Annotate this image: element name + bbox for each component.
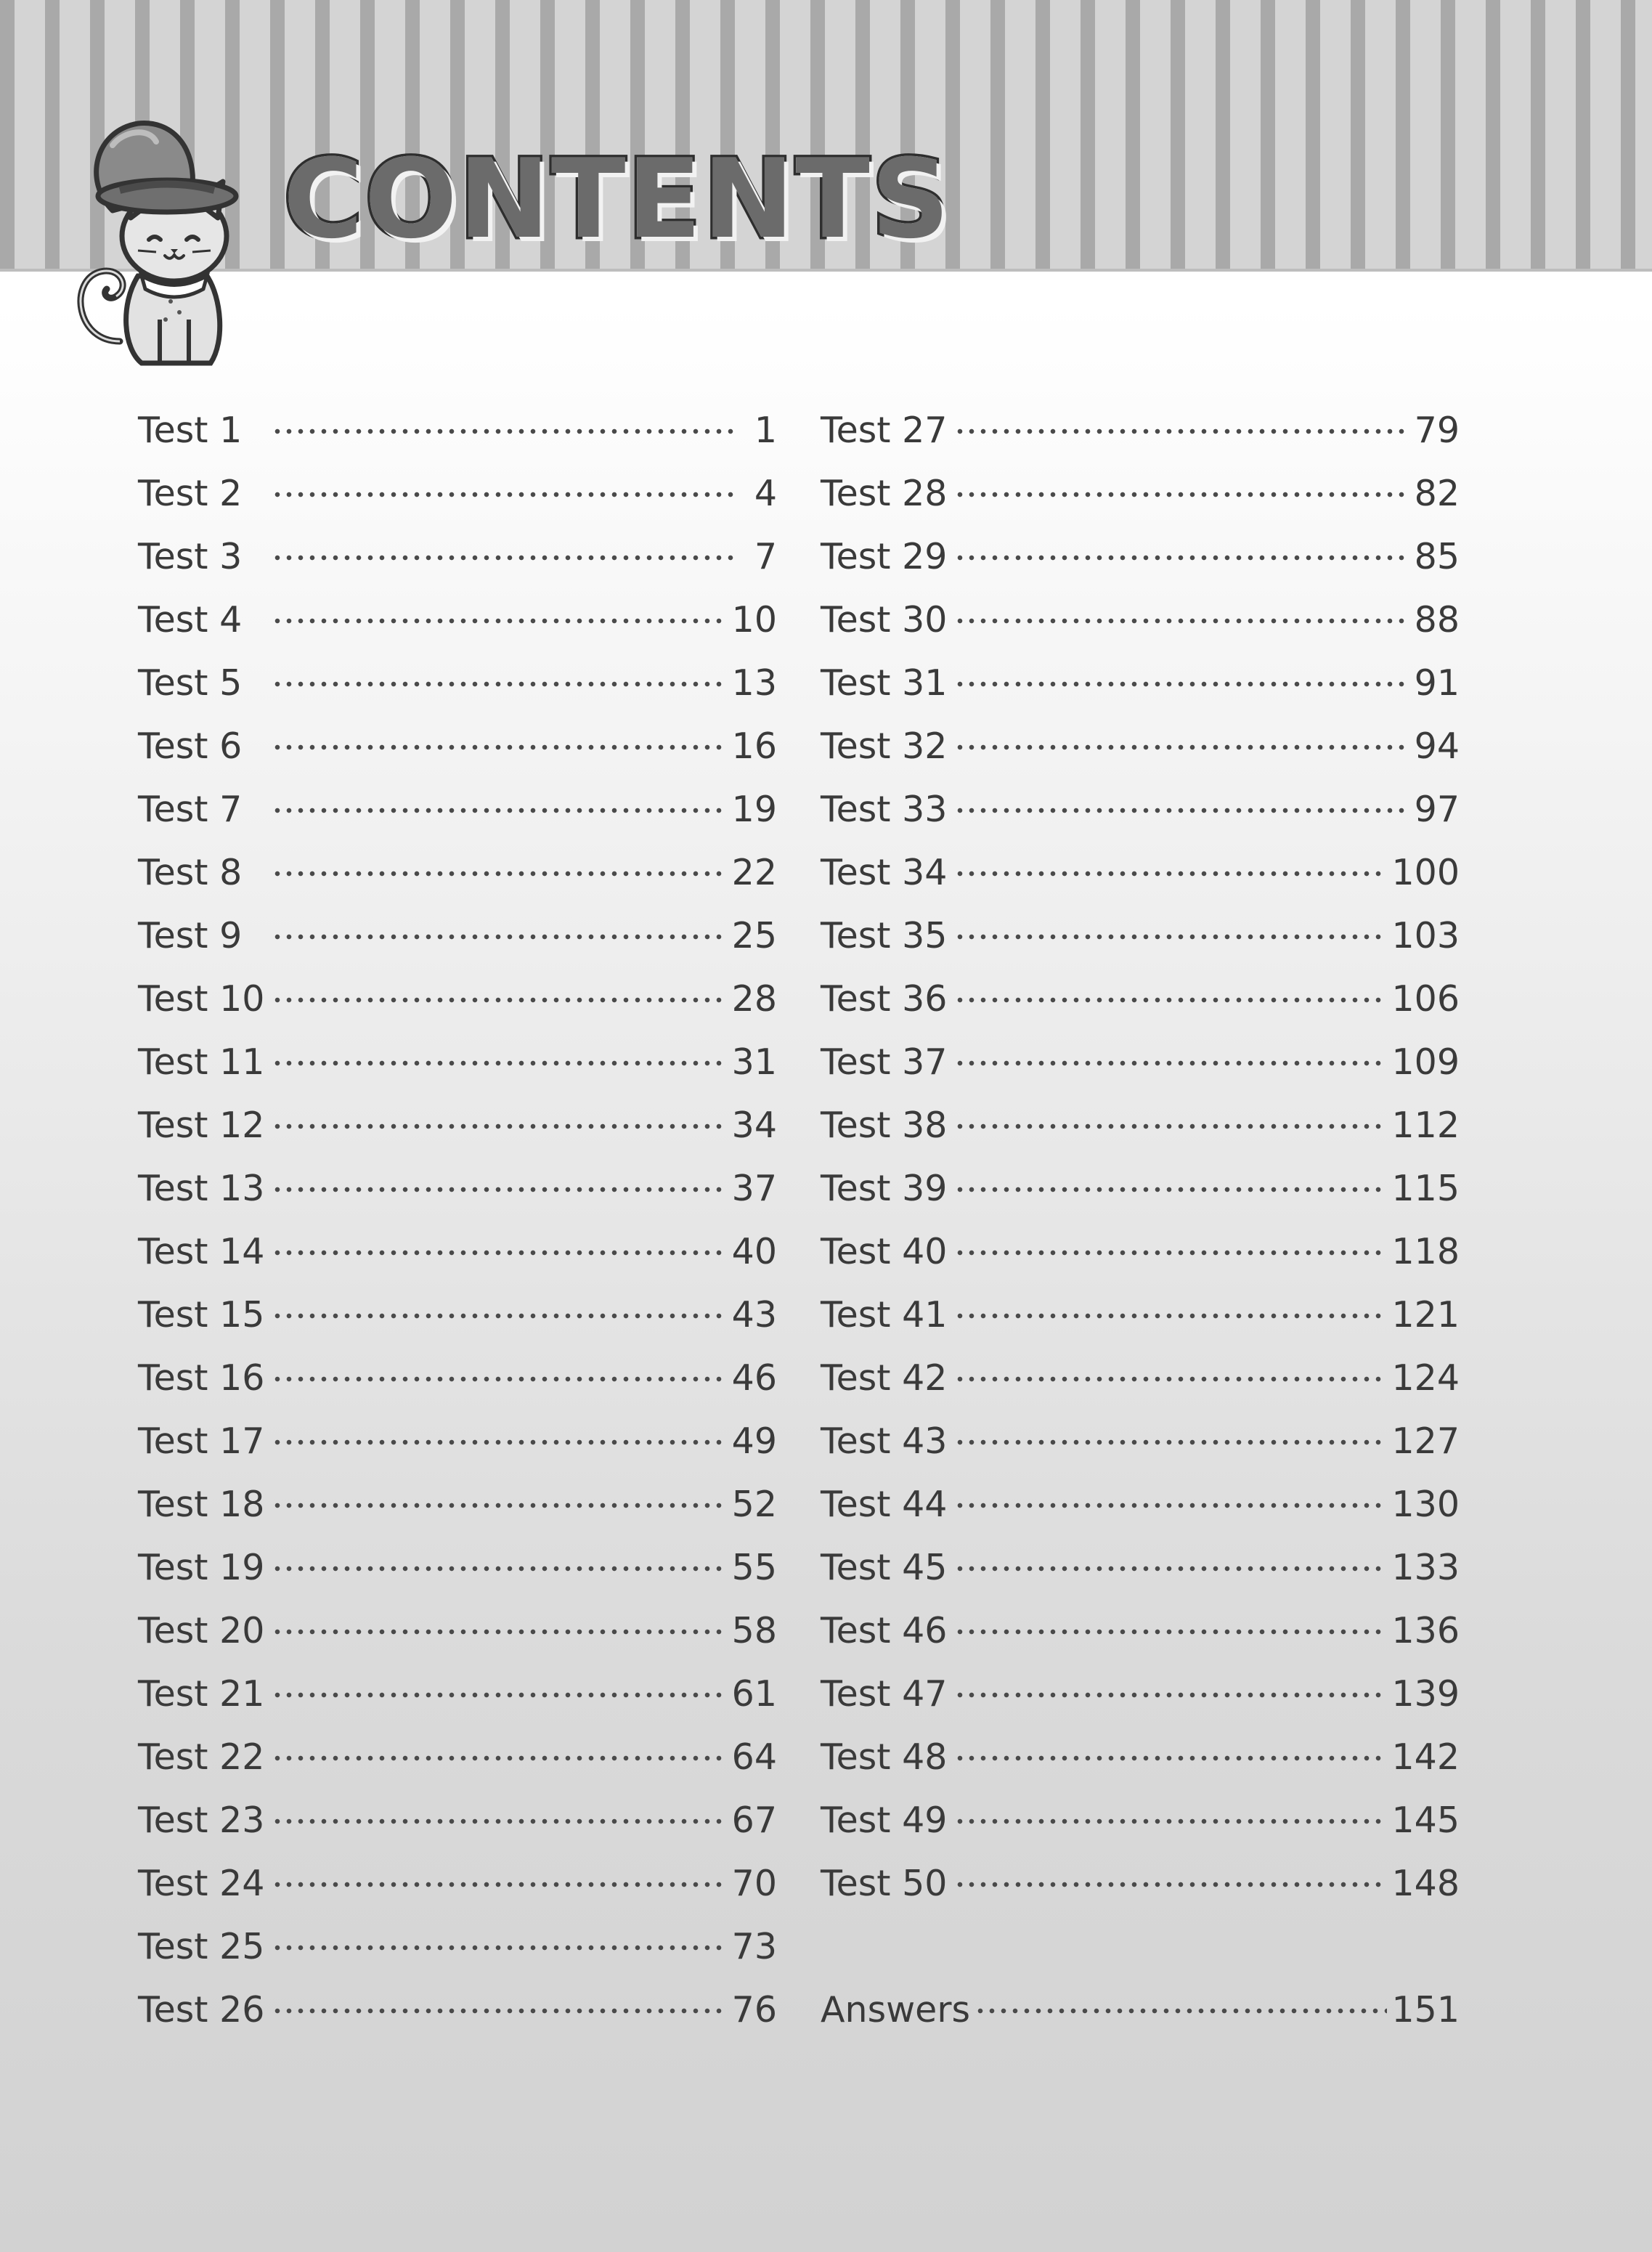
toc-entry-page: 40 <box>731 1231 777 1272</box>
toc-entry-label: Test 6 <box>138 725 243 767</box>
toc-entry-label: Test 21 <box>138 1673 265 1715</box>
toc-entry-page: 49 <box>731 1420 777 1462</box>
toc-entry-page: 151 <box>1391 1989 1460 2031</box>
toc-entry-label: Test 24 <box>138 1863 265 1904</box>
dot-leader <box>272 1959 728 2022</box>
toc-entry-page: 148 <box>1391 1863 1460 1904</box>
toc-entry-label: Test 5 <box>138 662 243 704</box>
toc-entry-label: Test 36 <box>821 978 948 1020</box>
dot-leader <box>272 442 736 505</box>
dot-leader <box>954 379 1410 442</box>
dot-leader <box>954 1516 1387 1580</box>
dot-leader <box>954 442 1410 505</box>
toc-entry-label: Test 39 <box>821 1168 948 1209</box>
dot-leader <box>272 695 728 758</box>
toc-entry-page: 115 <box>1391 1168 1460 1209</box>
toc-entry-page: 139 <box>1391 1673 1460 1715</box>
toc-entry-label: Test 44 <box>821 1484 948 1525</box>
dot-leader <box>272 1832 728 1895</box>
toc-entry-label: Test 1 <box>138 410 243 451</box>
toc-entry-label: Test 3 <box>138 536 243 577</box>
toc-entry-label: Test 41 <box>821 1294 948 1336</box>
toc-entry-page: 10 <box>731 599 777 641</box>
toc-entry-label: Test 2 <box>138 473 243 514</box>
toc-entry-label: Test 11 <box>138 1041 265 1083</box>
dot-leader <box>954 885 1387 948</box>
toc-entry-label: Test 49 <box>821 1800 948 1841</box>
dot-leader <box>954 1580 1387 1643</box>
dot-leader <box>272 1200 728 1264</box>
dot-leader <box>272 1580 728 1643</box>
toc-entry-label: Answers <box>821 1989 971 2031</box>
toc-entry-label: Test 35 <box>821 915 948 956</box>
toc-entry-label: Test 22 <box>138 1736 265 1778</box>
dot-leader <box>954 821 1387 885</box>
toc-entry-page: 4 <box>754 473 777 514</box>
dot-leader <box>272 821 728 885</box>
dot-leader <box>974 1959 1387 2022</box>
toc-entry-page: 61 <box>731 1673 777 1715</box>
toc-entry-label: Test 12 <box>138 1105 265 1146</box>
dot-leader <box>954 1453 1387 1516</box>
dot-leader <box>272 1074 728 1137</box>
toc-entry-label: Test 48 <box>821 1736 948 1778</box>
dot-leader <box>954 1011 1387 1074</box>
dot-leader <box>954 1264 1387 1327</box>
toc-entry-page: 79 <box>1414 410 1460 451</box>
toc-entry-label: Test 17 <box>138 1420 265 1462</box>
toc-entry-answers <box>821 1959 1460 2031</box>
toc-entry-label: Test 26 <box>138 1989 265 2031</box>
toc-entry-label: Test 10 <box>138 978 265 1020</box>
toc-entry-label: Test 50 <box>821 1863 948 1904</box>
toc-entry-label: Test 32 <box>821 725 948 767</box>
toc-entry-page: 100 <box>1391 852 1460 893</box>
toc-entry-label: Test 9 <box>138 915 243 956</box>
toc-entry-label: Test 46 <box>821 1610 948 1651</box>
toc-entry-label: Test 31 <box>821 662 948 704</box>
toc-entry-page: 106 <box>1391 978 1460 1020</box>
toc-entry-label: Test 34 <box>821 852 948 893</box>
dot-leader <box>272 1453 728 1516</box>
toc-entry-page: 64 <box>731 1736 777 1778</box>
dot-leader <box>272 1327 728 1390</box>
toc-entry-page: 55 <box>731 1547 777 1588</box>
dot-leader <box>272 505 736 569</box>
toc-entry-page: 127 <box>1391 1420 1460 1462</box>
toc-entry-page: 85 <box>1414 536 1460 577</box>
toc-entry-page: 13 <box>731 662 777 704</box>
toc-entry-page: 28 <box>731 978 777 1020</box>
toc-entry-label: Test 4 <box>138 599 243 641</box>
toc-entry-label: Test 38 <box>821 1105 948 1146</box>
dot-leader <box>954 1200 1387 1264</box>
dot-leader <box>272 1516 728 1580</box>
dot-leader <box>954 1643 1387 1706</box>
toc-entry-label: Test 7 <box>138 789 243 830</box>
toc-entry-page: 145 <box>1391 1800 1460 1841</box>
toc-entry-page: 88 <box>1414 599 1460 641</box>
dot-leader <box>954 1390 1387 1453</box>
dot-leader <box>954 632 1410 695</box>
toc-entry-page: 97 <box>1414 789 1460 830</box>
toc-entry-page: 103 <box>1391 915 1460 956</box>
dot-leader <box>954 758 1410 821</box>
toc-entry-page: 52 <box>731 1484 777 1525</box>
toc-entry-page: 118 <box>1391 1231 1460 1272</box>
toc-right-column <box>821 379 1460 2031</box>
toc-entry-page: 112 <box>1391 1105 1460 1146</box>
toc-entry-page: 31 <box>731 1041 777 1083</box>
toc-entry-page: 1 <box>754 410 777 451</box>
dot-leader <box>954 1074 1387 1137</box>
toc-entry-label: Test 43 <box>821 1420 948 1462</box>
toc-entry-page: 7 <box>754 536 777 577</box>
toc-entry-page: 124 <box>1391 1357 1460 1399</box>
toc-entry-page: 136 <box>1391 1610 1460 1651</box>
toc-entry-label: Test 8 <box>138 852 243 893</box>
toc-entry-label: Test 27 <box>821 410 948 451</box>
toc-entry-label: Test 14 <box>138 1231 265 1272</box>
toc-entry-label: Test 18 <box>138 1484 265 1525</box>
toc-entry-page: 16 <box>731 725 777 767</box>
toc-entry-page: 37 <box>731 1168 777 1209</box>
toc-entry-page: 130 <box>1391 1484 1460 1525</box>
toc-entry-label: Test 37 <box>821 1041 948 1083</box>
toc-left-column <box>138 379 777 2031</box>
dot-leader <box>272 885 728 948</box>
dot-leader <box>954 1137 1387 1200</box>
toc-entry-page: 133 <box>1391 1547 1460 1588</box>
toc-entry-label: Test 28 <box>821 473 948 514</box>
toc-entry-page: 82 <box>1414 473 1460 514</box>
toc-entry-label: Test 20 <box>138 1610 265 1651</box>
toc-entry-page: 58 <box>731 1610 777 1651</box>
toc-entry-page: 70 <box>731 1863 777 1904</box>
dot-leader <box>954 1832 1387 1895</box>
toc-entry <box>138 379 777 451</box>
toc-entry-label: Test 19 <box>138 1547 265 1588</box>
toc-entry-page: 94 <box>1414 725 1460 767</box>
dot-leader <box>272 1643 728 1706</box>
toc-entry-label: Test 42 <box>821 1357 948 1399</box>
toc-entry-label: Test 33 <box>821 789 948 830</box>
dot-leader <box>272 1769 728 1832</box>
toc-entry-page: 34 <box>731 1105 777 1146</box>
dot-leader <box>272 948 728 1011</box>
dot-leader <box>272 632 728 695</box>
dot-leader <box>954 695 1410 758</box>
dot-leader <box>272 1264 728 1327</box>
toc-entry <box>821 379 1460 451</box>
toc-entry-label: Test 30 <box>821 599 948 641</box>
dot-leader <box>272 1706 728 1769</box>
toc-entry-label: Test 25 <box>138 1926 265 1967</box>
page-title: CONTENTS <box>283 137 951 263</box>
toc-entry-page: 121 <box>1391 1294 1460 1336</box>
dot-leader <box>272 1011 728 1074</box>
dot-leader <box>272 379 736 442</box>
toc-entry-label: Test 16 <box>138 1357 265 1399</box>
toc-entry-page: 19 <box>731 789 777 830</box>
toc-entry-label: Test 40 <box>821 1231 948 1272</box>
toc-entry-page: 67 <box>731 1800 777 1841</box>
cat-witch-hat-icon <box>69 102 269 378</box>
toc-entry-page: 76 <box>731 1989 777 2031</box>
toc-entry-page: 25 <box>731 915 777 956</box>
toc-entry-page: 109 <box>1391 1041 1460 1083</box>
toc-entry-label: Test 13 <box>138 1168 265 1209</box>
dot-leader <box>954 1327 1387 1390</box>
toc-entry-label: Test 29 <box>821 536 948 577</box>
dot-leader <box>272 1137 728 1200</box>
dot-leader <box>272 569 728 632</box>
dot-leader <box>954 1769 1387 1832</box>
toc-entry-page: 91 <box>1414 662 1460 704</box>
toc-entry-label: Test 47 <box>821 1673 948 1715</box>
dot-leader <box>272 1390 728 1453</box>
toc-entry-page: 43 <box>731 1294 777 1336</box>
toc-entry-label: Test 15 <box>138 1294 265 1336</box>
dot-leader <box>954 948 1387 1011</box>
dot-leader <box>272 1895 728 1959</box>
dot-leader <box>954 569 1410 632</box>
toc-entry-label: Test 45 <box>821 1547 948 1588</box>
dot-leader <box>272 758 728 821</box>
toc-entry-page: 142 <box>1391 1736 1460 1778</box>
toc-entry-page: 46 <box>731 1357 777 1399</box>
toc-entry-page: 22 <box>731 852 777 893</box>
toc-entry-label: Test 23 <box>138 1800 265 1841</box>
dot-leader <box>954 505 1410 569</box>
dot-leader <box>954 1706 1387 1769</box>
toc-entry-page: 73 <box>731 1926 777 1967</box>
